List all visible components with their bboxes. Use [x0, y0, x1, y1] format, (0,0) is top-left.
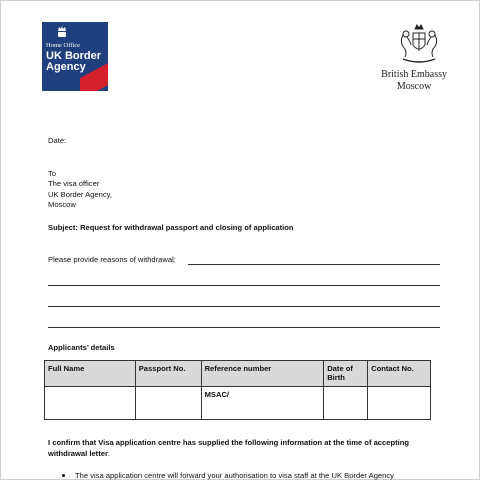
col-date-of-birth: Date of Birth: [324, 361, 368, 387]
logo-agency: Agency: [46, 61, 86, 73]
cell-reference-number[interactable]: MSAC/: [201, 387, 324, 420]
recipient-line2: UK Border Agency,: [48, 190, 113, 199]
to-label: To: [48, 169, 57, 178]
royal-coat-of-arms-icon: [397, 23, 441, 65]
logo-ukba-text: [46, 51, 101, 73]
applicants-table: [44, 360, 431, 420]
recipient-line3: Moscow: [48, 200, 76, 209]
applicants-heading: Applicants’ details: [48, 343, 115, 352]
col-reference-number: Reference number: [201, 361, 324, 387]
reasons-line-3[interactable]: [48, 306, 440, 307]
table-header-row: [45, 361, 431, 387]
cell-date-of-birth[interactable]: [324, 387, 368, 420]
logo-home-office: Home Office: [46, 42, 80, 49]
ukba-logo: [42, 22, 108, 91]
embassy-line1: British Embassy: [381, 69, 447, 80]
reasons-prompt: Please provide reasons of withdrawal:: [48, 255, 176, 264]
col-passport-no: Passport No.: [135, 361, 201, 387]
reasons-line-4[interactable]: [48, 327, 440, 328]
confirmation-line1: I confirm that Visa application centre has supplied the following information at the time of accepting: [48, 438, 410, 447]
cell-contact-no[interactable]: [368, 387, 431, 420]
embassy-name: [381, 69, 447, 93]
cell-passport-no[interactable]: [135, 387, 201, 420]
cell-full-name[interactable]: [45, 387, 136, 420]
bullet-icon: [62, 474, 65, 477]
confirmation-line2-end: .: [107, 449, 111, 458]
logo-uk-border: UK Border: [46, 50, 102, 62]
table-row: [45, 387, 431, 420]
crown-icon: [57, 26, 67, 38]
bullet-item-1: The visa application centre will forward your authorisation to visa staff at the UK Border Agency: [75, 471, 394, 480]
confirmation-line2: [48, 449, 110, 458]
col-full-name: Full Name: [45, 361, 136, 387]
date-label: Date:: [48, 136, 67, 145]
recipient-line1: The visa officer: [48, 179, 100, 188]
reasons-input-line[interactable]: [188, 264, 440, 265]
reasons-line-2[interactable]: [48, 285, 440, 286]
embassy-line2: Moscow: [396, 81, 432, 92]
confirmation-line2-text: withdrawal letter: [48, 449, 108, 458]
col-contact-no: Contact No.: [368, 361, 431, 387]
subject-line: Subject: Request for withdrawal passport and closing of application: [48, 223, 294, 232]
